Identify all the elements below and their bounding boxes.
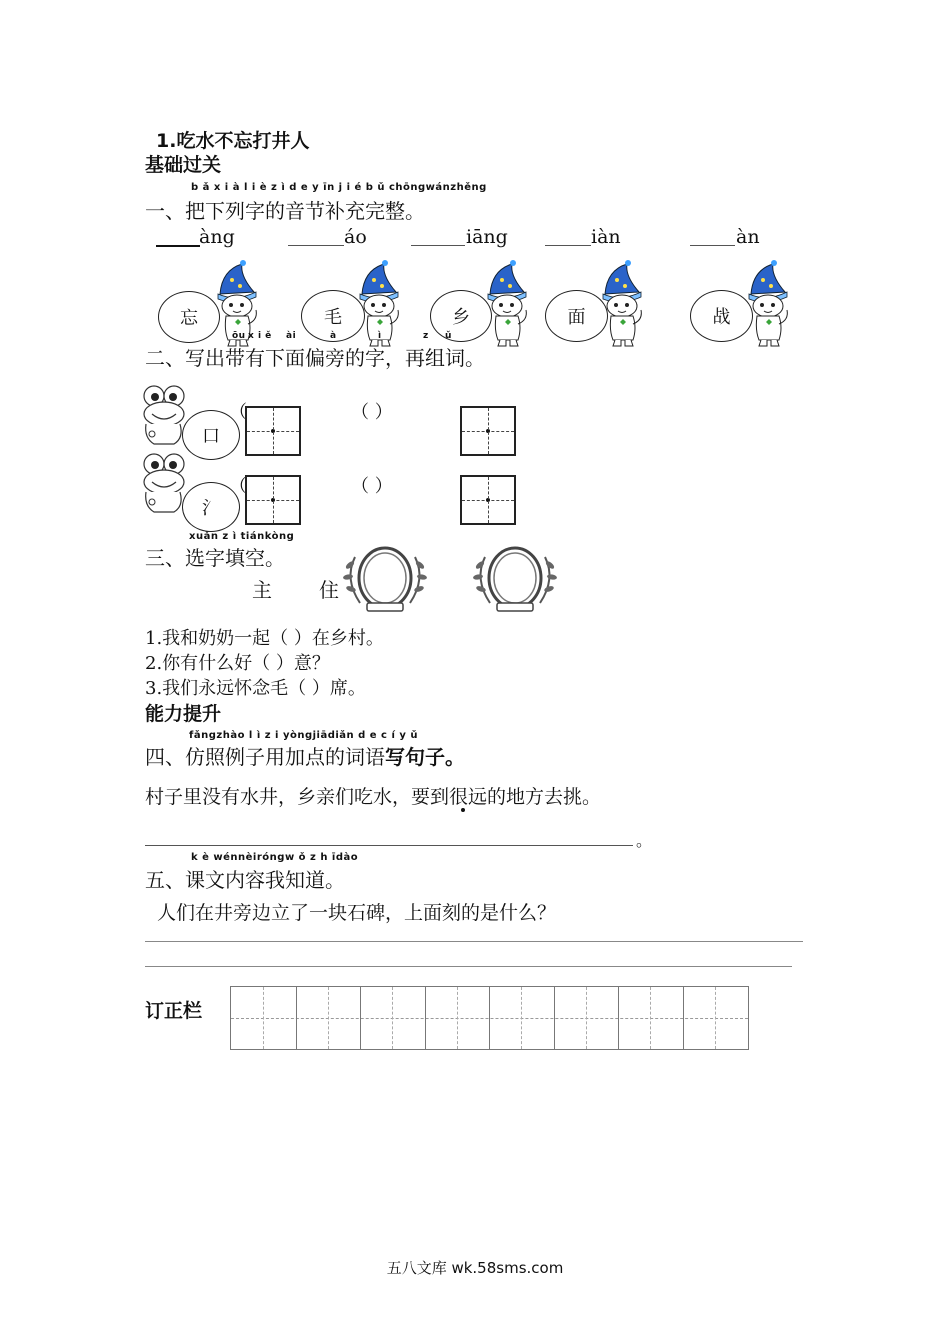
q1-char-5: 战: [712, 307, 731, 328]
q2-tian-grid-1[interactable]: [245, 406, 301, 456]
q4-answer-line[interactable]: [145, 845, 633, 846]
q1-syllable-4: iàn: [591, 226, 621, 248]
q4-heading-bold: 写句子。: [385, 745, 465, 769]
q2-paren-2b: （ ）: [351, 476, 393, 497]
q3-pinyin: xuǎn z ì tiánkòng: [189, 531, 295, 542]
q1-char-3: 乡: [452, 307, 470, 328]
q2-paren-2a: （: [229, 476, 247, 497]
q1-char-4: 面: [567, 307, 586, 328]
q2-tian-grid-2[interactable]: [460, 406, 516, 456]
q4-heading: [145, 741, 465, 770]
section-basic: 基础过关: [145, 154, 222, 176]
q1-heading: 一、把下列字的音节补充完整。: [145, 199, 425, 223]
q1-char-circle-4: [545, 290, 608, 342]
q5-answer-line-1[interactable]: [145, 941, 803, 942]
q3-heading: 三、选字填空。: [145, 546, 285, 570]
q2-pinyin-2: x i ě: [248, 331, 272, 341]
q1-syllable-5: àn: [736, 226, 760, 248]
q2-radical-1: 口: [202, 426, 220, 447]
q1-char-circle-3: [430, 290, 492, 342]
q3-sentence-2: 2.你有什么好（ ）意？: [145, 653, 330, 674]
q5-heading: 五、课文内容我知道。: [145, 868, 345, 892]
q1-char-circle-1: [158, 291, 220, 343]
q2-pinyin-3: ài: [286, 331, 297, 341]
q1-char-1: 忘: [180, 308, 198, 329]
q4-example: 村子里没有水井，乡亲们吃水，要到很远的地方去挑。: [145, 786, 602, 808]
q2-tian-grid-3[interactable]: [245, 475, 301, 525]
q5-question: 人们在井旁边立了一块石碑，上面刻的是什么？: [157, 902, 557, 924]
q3-wreath-frames: [340, 545, 570, 615]
q2-tian-grid-4[interactable]: [460, 475, 516, 525]
q4-heading-normal: 四、仿照例子用加点的词语: [145, 745, 385, 769]
q4-end-mark: 。: [636, 831, 653, 850]
q3-choice-2: 住: [319, 578, 339, 602]
q3-sentence-3: 3.我们永远怀念毛（ ）席。: [145, 678, 366, 699]
q3-sentence-1: 1.我和奶奶一起（ ）在乡村。: [145, 628, 384, 649]
q2-paren-1b: （ ）: [351, 402, 393, 423]
q3-choice-1: 主: [252, 578, 272, 602]
q1-syllable-3: iāng: [466, 226, 508, 248]
q5-answer-line-2[interactable]: [145, 966, 792, 967]
q1-pinyin: b ǎ x i à l i è z ì d e y īn j i é b ǔ chōngwánzhěng: [191, 182, 487, 193]
q1-char-circle-5: [690, 290, 753, 342]
q2-paren-1a: （: [229, 402, 247, 423]
q2-pinyin-1: ōu: [232, 331, 246, 341]
lesson-title: 1.吃水不忘打井人: [156, 130, 310, 152]
correction-label: 订正栏: [145, 1000, 203, 1022]
q1-syllable-1: àng: [199, 226, 235, 248]
q2-pinyin-6: z: [423, 331, 429, 341]
q2-pinyin-5: ì: [378, 331, 382, 341]
section-ability: 能力提升: [145, 703, 222, 725]
q2-heading: 二、写出带有下面偏旁的字，再组词。: [145, 346, 485, 370]
footer-watermark: 五八文库 wk.58sms.com: [386, 1259, 564, 1277]
q4-pinyin: fǎngzhào l ì z i yòngjiādiǎn d e c í y ǔ: [189, 730, 418, 741]
q1-syllable-2: áo: [344, 226, 367, 248]
correction-grid[interactable]: [230, 986, 749, 1050]
q5-pinyin: k è wénnèiróngw ǒ z h īdào: [191, 852, 359, 863]
q2-pinyin-4: à: [330, 331, 337, 341]
q4-emphasis-dot: [461, 808, 465, 812]
q2-pinyin-7: ǔ: [445, 331, 452, 341]
q1-char-2: 毛: [324, 307, 342, 328]
q2-radical-2: 氵: [202, 498, 220, 519]
